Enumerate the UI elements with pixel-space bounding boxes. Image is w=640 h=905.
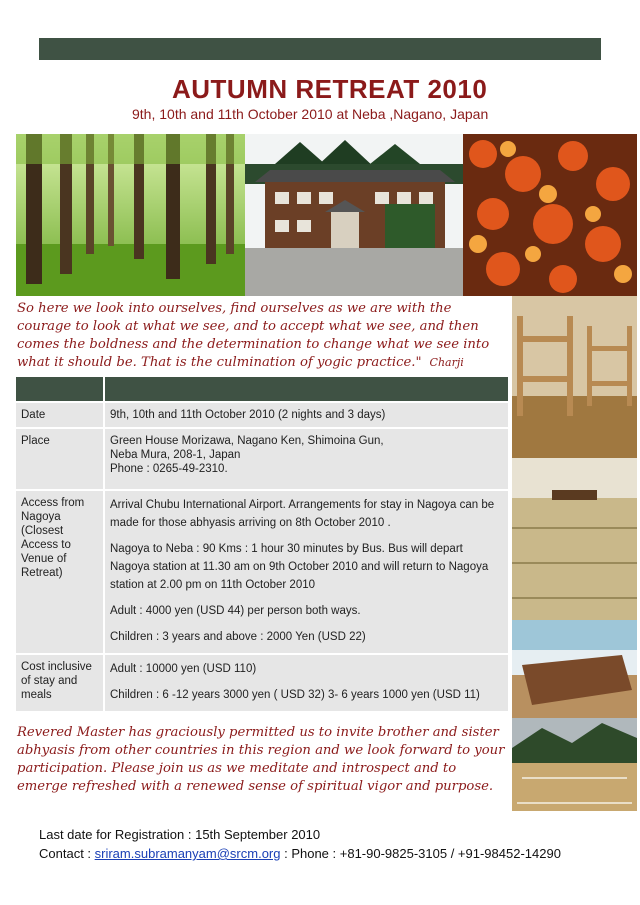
header-cell-value	[104, 376, 509, 402]
footer	[39, 825, 561, 863]
contact-line	[39, 844, 561, 863]
tennis-court-photo	[512, 718, 637, 811]
retreat-details-table	[14, 375, 510, 713]
access-value	[104, 490, 509, 654]
top-banner-bar	[39, 38, 601, 60]
page-subtitle: 9th, 10th and 11th October 2010 at Neba ,Nagano, Japan	[132, 106, 489, 122]
place-line3: Phone : 0265-49-2310.	[110, 463, 228, 475]
table-row-access	[15, 490, 509, 654]
place-line2: Neba Mura, 208-1, Japan	[110, 449, 241, 461]
table-row-cost	[15, 654, 509, 712]
autumn-leaves-photo	[463, 134, 637, 296]
invitation-text: Revered Master has graciously permitted us to invite brother and sister abhyasis from other countries in this region and we look forward to your participation. Please join us as we meditate and introspect and to emerge refreshed with a renewed sense of spiritual vigor and purpose.	[17, 725, 505, 794]
table-header-row	[15, 376, 509, 402]
bunk-beds-photo	[512, 296, 637, 458]
date-label: Date	[15, 402, 104, 428]
cost-adult: Adult : 10000 yen (USD 110)	[110, 663, 257, 675]
yogic-quote	[17, 300, 507, 372]
retreat-building-photo	[245, 134, 463, 296]
cost-label: Cost inclusive of stay and meals	[15, 654, 104, 712]
contact-phone: : Phone : +81-90-9825-3105 / +91-98452-14290	[280, 846, 561, 861]
cost-value	[104, 654, 509, 712]
table-row-date	[15, 402, 509, 428]
registration-deadline: Last date for Registration : 15th September 2010	[39, 827, 321, 842]
header-cell-label	[15, 376, 104, 402]
table-row-place	[15, 428, 509, 490]
page-title: AUTUMN RETREAT 2010	[172, 74, 488, 104]
place-label: Place	[15, 428, 104, 490]
place-value	[104, 428, 509, 490]
access-label: Access from Nagoya (Closest Access to Venue of Retreat)	[15, 490, 104, 654]
contact-prefix: Contact :	[39, 846, 95, 861]
contact-email-link[interactable]: sriram.subramanyam@srcm.org	[94, 846, 281, 861]
quote-text: So here we look into ourselves, find ourselves as we are with the courage to look at what we see, and to accept what we see, and then comes the boldness and the determination to change what we see into what it should be. That is the culmination of yogic practice."	[17, 301, 490, 370]
access-child-fare: Children : 3 years and above : 2000 Yen (USD 22)	[110, 631, 366, 643]
tatami-room-photo	[512, 458, 637, 620]
access-arrival: Arrival Chubu International Airport. Arrangements for stay in Nagoya can be made for those abhyasis arriving on 8th October 2010 .	[110, 499, 495, 529]
access-adult-fare: Adult : 4000 yen (USD 44) per person both ways.	[110, 605, 361, 617]
forest-photo	[16, 134, 245, 296]
date-value: 9th, 10th and 11th October 2010 (2 nights and 3 days)	[104, 402, 509, 428]
quote-attribution: Charji	[429, 356, 464, 369]
place-line1: Green House Morizawa, Nagano Ken, Shimoina Gun,	[110, 435, 384, 447]
dining-hall-photo	[512, 620, 637, 718]
cost-children: Children : 6 -12 years 3000 yen ( USD 32) 3- 6 years 1000 yen (USD 11)	[110, 689, 480, 701]
access-bus: Nagoya to Neba : 90 Kms : 1 hour 30 minutes by Bus. Bus will depart Nagoya station at 11.30 am on 9th October 2010 and will return to Nagoya station at 2.00 pm on 11th October 2010	[110, 543, 489, 591]
